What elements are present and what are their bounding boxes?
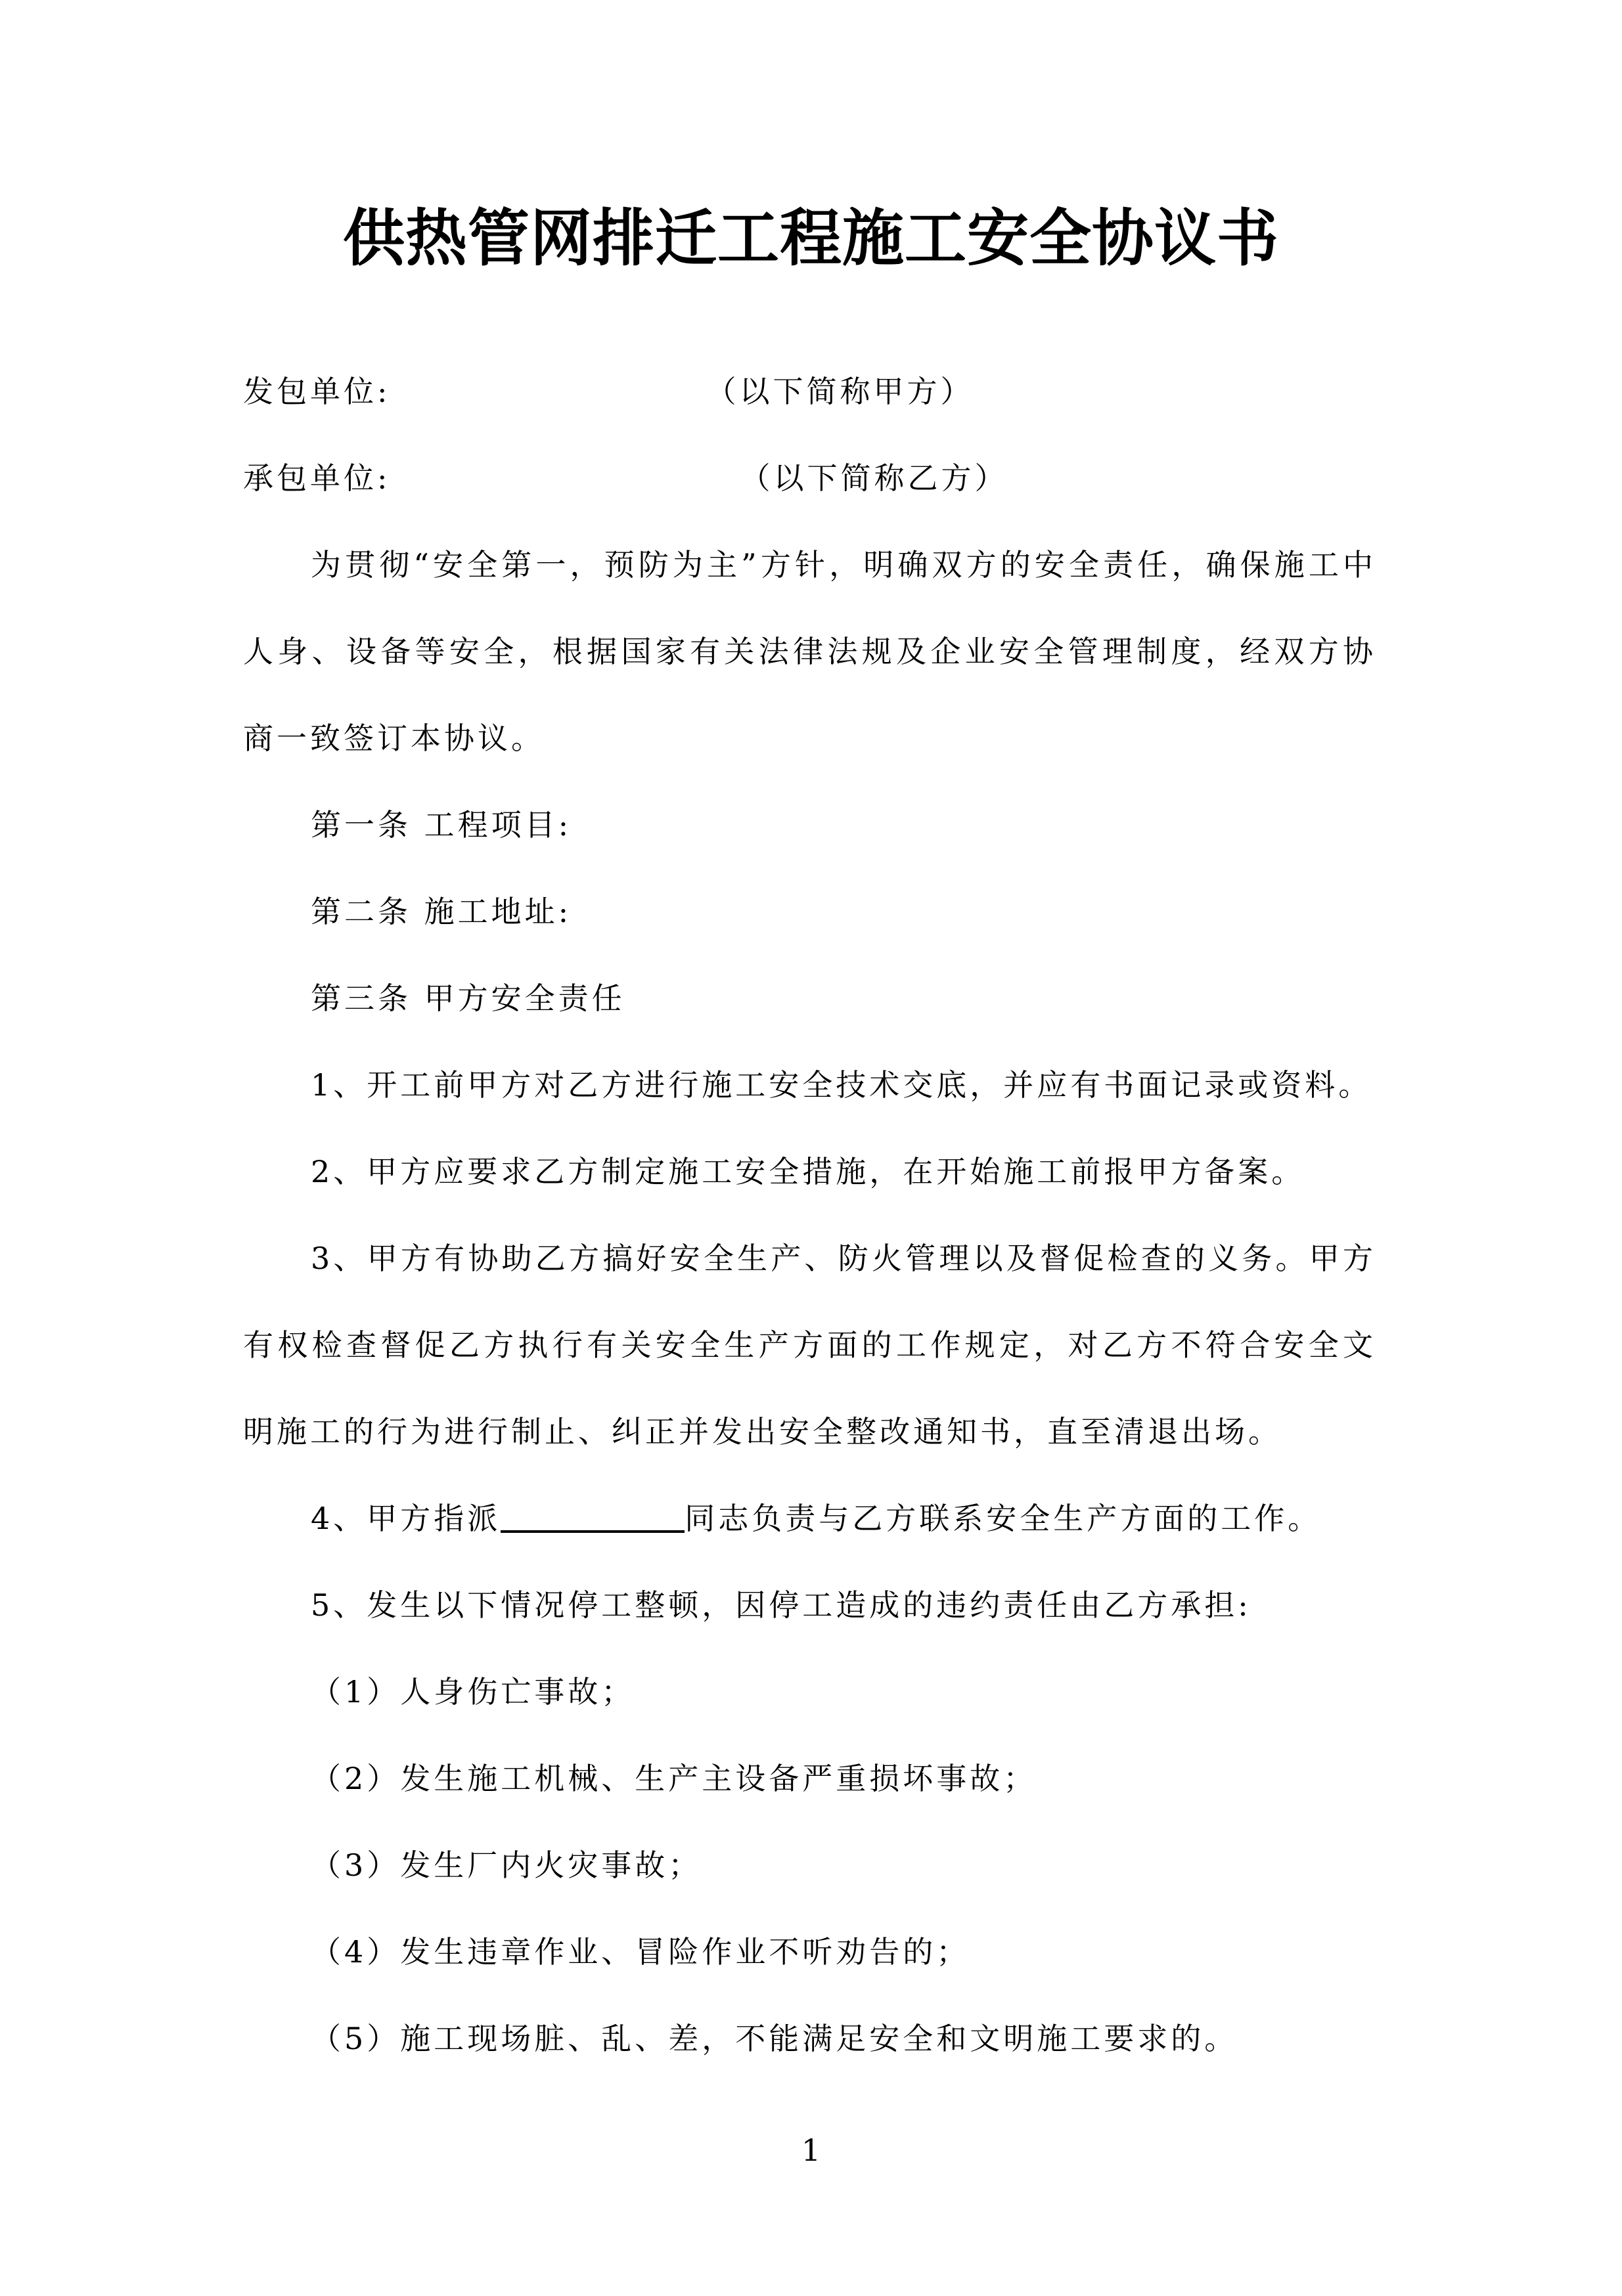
party-a-label: 发包单位: xyxy=(243,374,391,409)
clause-item-5: 5、发生以下情况停工整顿，因停工造成的违约责任由乙方承担: xyxy=(311,1587,1251,1623)
subitem-2: （2）发生施工机械、生产主设备严重损坏事故； xyxy=(311,1761,1037,1796)
party-b-label: 承包单位: xyxy=(243,460,391,496)
fill-in-blank-underline xyxy=(501,1530,685,1533)
item4-text-before: 4、甲方指派 xyxy=(311,1501,501,1536)
clause-item-1: 1、开工前甲方对乙方进行施工安全技术交底，并应有书面记录或资料。 xyxy=(311,1067,1372,1103)
article-3-party-a-duty: 第三条 甲方安全责任 xyxy=(311,981,625,1016)
fill-in-space xyxy=(391,488,740,489)
clause-item-3: 3、甲方有协助乙方搞好安全生产、防火管理以及督促检查的义务。甲方有权检查督促乙方执行有关安全生产方面的工作规定，对乙方不符合安全文明施工的行为进行制止、纠正并发出安全整改通知书，直至清退出场。 xyxy=(243,1241,1376,1449)
party-line-contractor xyxy=(243,435,1376,521)
page-number: 1 xyxy=(801,2132,821,2168)
document-body xyxy=(243,348,1376,2082)
party-line-employer xyxy=(243,348,1376,435)
subitem-1: （1）人身伤亡事故； xyxy=(311,1674,635,1710)
document-title: 供热管网排迁工程施工安全协议书 xyxy=(342,202,1279,275)
clause-item-2: 2、甲方应要求乙方制定施工安全措施，在开始施工前报甲方备案。 xyxy=(311,1154,1305,1189)
preamble-paragraph: 为贯彻“安全第一，预防为主”方针，明确双方的安全责任，确保施工中人身、设备等安全，根据国家有关法律法规及企业安全管理制度，经双方协商一致签订本协议。 xyxy=(243,547,1376,756)
subitem-4: （4）发生违章作业、冒险作业不听劝告的； xyxy=(311,1934,970,1970)
party-b-alias: （以下简称乙方） xyxy=(740,460,1008,496)
subitem-5: （5）施工现场脏、乱、差，不能满足安全和文明施工要求的。 xyxy=(311,2021,1238,2056)
party-a-alias: （以下简称甲方） xyxy=(706,374,974,409)
subitem-3: （3）发生厂内火灾事故； xyxy=(311,1847,702,1883)
article-2-site-address: 第二条 施工地址: xyxy=(311,894,572,929)
fill-in-space xyxy=(391,401,706,402)
article-1-project: 第一条 工程项目: xyxy=(311,807,572,843)
clause-item-4 xyxy=(243,1475,1376,1562)
item4-text-after: 同志负责与乙方联系安全生产方面的工作。 xyxy=(685,1501,1322,1536)
